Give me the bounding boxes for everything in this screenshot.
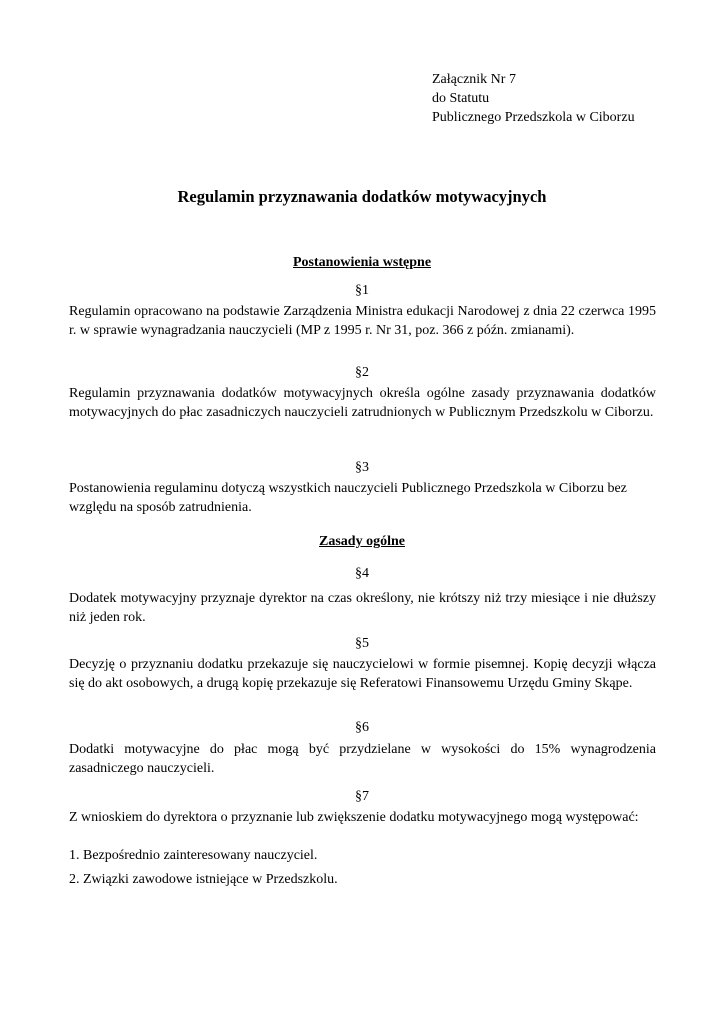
paragraph-text: Decyzję o przyznaniu dodatku przekazuje się nauczycielowi w formie pisemnej. Kopię decyzji włącza się do akt osobowych, a drugą kopię przekazuje się Referatowi Finansowemu Urzędu Gminy Skąpe. [69, 657, 656, 691]
paragraph-number: §3 [355, 460, 369, 475]
paragraph-number: §5 [355, 636, 369, 651]
list-item: 2. Związki zawodowe istniejące w Przedszkolu. [69, 872, 338, 887]
annex-line-2: do Statutu [432, 91, 490, 106]
annex-line-1: Załącznik Nr 7 [432, 72, 516, 87]
paragraph-number: §4 [355, 566, 369, 581]
paragraph-number: §6 [355, 720, 369, 735]
paragraph-number: §1 [355, 283, 369, 298]
paragraph-text: Z wnioskiem do dyrektora o przyznanie lub zwiększenie dodatku motywacyjnego mogą występować: [69, 810, 639, 825]
paragraph-number: §7 [355, 789, 369, 804]
annex-line-3: Publicznego Przedszkola w Ciborzu [432, 110, 635, 125]
paragraph-text: Postanowienia regulaminu dotyczą wszystkich nauczycieli Publicznego Przedszkola w Ciborzu bez względu na sposób zatrudnienia. [69, 481, 627, 515]
paragraph-text: Dodatki motywacyjne do płac mogą być przydzielane w wysokości do 15% wynagrodzenia zasadniczego nauczycieli. [69, 742, 656, 776]
paragraph-text: Dodatek motywacyjny przyznaje dyrektor na czas określony, nie krótszy niż trzy miesiące i nie dłuższy niż jeden rok. [69, 591, 656, 625]
list-item: 1. Bezpośrednio zainteresowany nauczyciel. [69, 848, 318, 863]
paragraph-number: §2 [355, 365, 369, 380]
paragraph-text: Regulamin opracowano na podstawie Zarządzenia Ministra edukacji Narodowej z dnia 22 czerwca 1995 r. w sprawie wynagradzania nauczycieli (MP z 1995 r. Nr 31, poz. 366 z późn. zmianami). [69, 304, 656, 338]
annex-header [432, 70, 635, 127]
document-title: Regulamin przyznawania dodatków motywacyjnych [177, 187, 547, 206]
section-heading-preliminary: Postanowienia wstępne [292, 255, 432, 270]
section-heading-general: Zasady ogólne [319, 534, 405, 549]
paragraph-text: Regulamin przyznawania dodatków motywacyjnych określa ogólne zasady przyznawania dodatków motywacyjnych do płac zasadniczych nauczycieli zatrudnionych w Publicznym Przedszkolu w Ciborzu. [69, 386, 656, 420]
